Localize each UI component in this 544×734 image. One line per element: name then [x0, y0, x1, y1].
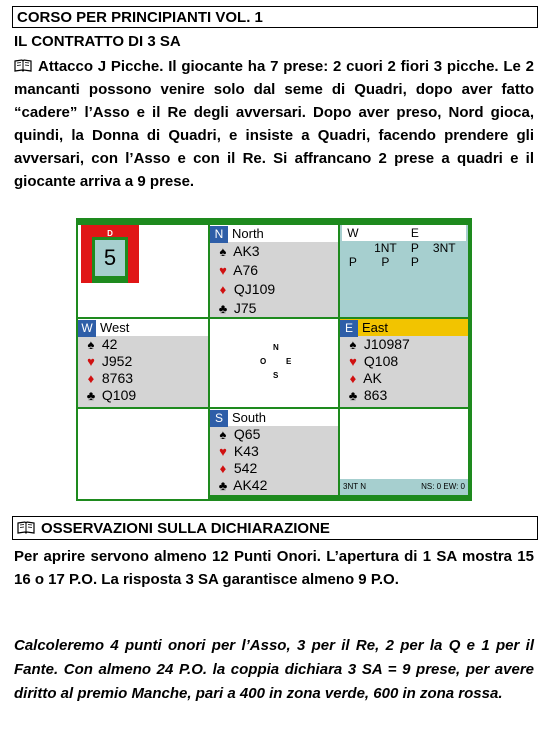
bid: 1NT — [374, 241, 397, 255]
north-letter: N — [210, 226, 228, 243]
south-clubs: AK42 — [233, 477, 268, 493]
east-diamonds: AK — [363, 370, 382, 386]
diamond-icon: ♦ — [219, 461, 227, 476]
bid: P — [410, 255, 419, 269]
bridge-board — [76, 218, 472, 501]
heart-icon: ♥ — [87, 354, 95, 369]
diamond-icon: ♦ — [349, 371, 357, 386]
spade-icon: ♠ — [219, 427, 227, 442]
play-paragraph — [14, 55, 534, 193]
north-hand — [210, 225, 338, 317]
west-name: West — [100, 320, 130, 335]
west-clubs: Q109 — [101, 387, 137, 403]
play-text: Attacco J Picche. Il giocante ha 7 prese: 2 cuori 2 fiori 3 picche. Le 2 mancanti possono venire solo dal seme di Quadri, dopo aver fatto “cadere” l’Asso e il Re degli avversari. Dopo aver preso, Nord gioca, quindi, la Donna di Quadri, e insiste a Quadri, facendo prendere gli avversari, con l’Asso e con il Re. Si affrancano 2 prese a quadri e il giocante arriva a 9 prese. — [14, 58, 534, 190]
auction-box — [340, 225, 468, 317]
compass-n: N — [273, 343, 279, 352]
points-paragraph: Calcoleremo 4 punti onori per l’Asso, 3 per il Re, 2 per la Q e 1 per il Fante. Con almeno 24 P.O. la coppia dichiara 3 SA = 9 prese, per avere diritto al premio Manche, pari a 400 in zona verde, 600 in zona rossa. — [14, 637, 534, 702]
bidding-paragraph: Per aprire servono almeno 12 Punti Onori. L’apertura di 1 SA mostra 15 16 o 17 P.O. La risposta 3 SA garantisce almeno 9 P.O. — [14, 548, 534, 588]
table-center — [210, 319, 338, 407]
result-bar — [340, 479, 468, 495]
club-icon: ♣ — [218, 301, 228, 316]
south-hand — [210, 409, 338, 495]
club-icon: ♣ — [348, 388, 358, 403]
north-diamonds: QJ109 — [233, 281, 276, 297]
east-spades: J10987 — [363, 336, 410, 352]
contract-subtitle: IL CONTRATTO DI 3 SA — [14, 33, 181, 50]
dealer-label: D — [107, 229, 113, 238]
auction-header-n: N — [364, 225, 407, 241]
empty-cell — [78, 409, 208, 499]
auction-header-s: S — [423, 225, 466, 241]
result-cell — [340, 409, 468, 495]
board-number-cell — [78, 225, 208, 317]
auction-header-w: W — [342, 225, 364, 241]
south-diamonds: 542 — [233, 460, 258, 476]
west-diamonds: 8763 — [101, 370, 134, 386]
section-header-observations — [12, 516, 538, 540]
course-title: CORSO PER PRINCIPIANTI VOL. 1 — [17, 9, 263, 26]
bid: P — [381, 255, 390, 269]
north-spades: AK3 — [233, 243, 260, 259]
south-name: South — [232, 410, 266, 425]
compass-e: E — [286, 357, 292, 366]
south-hearts: K43 — [233, 443, 259, 459]
compass-s: S — [273, 371, 279, 380]
east-hearts: Q108 — [363, 353, 399, 369]
bid: P — [410, 241, 419, 255]
spade-icon: ♠ — [87, 337, 95, 352]
east-letter: E — [340, 320, 358, 337]
diamond-icon: ♦ — [219, 282, 227, 297]
east-name: East — [362, 320, 389, 335]
club-icon: ♣ — [86, 388, 96, 403]
south-letter: S — [210, 410, 228, 427]
score-result: NS: 0 EW: 0 — [421, 482, 465, 491]
west-hearts: J952 — [101, 353, 133, 369]
south-spades: Q65 — [233, 426, 261, 442]
heart-icon: ♥ — [349, 354, 357, 369]
diamond-icon: ♦ — [87, 371, 95, 386]
bid: P — [348, 255, 357, 269]
contract-result: 3NT N — [343, 482, 366, 491]
spade-icon: ♠ — [219, 244, 227, 259]
compass — [258, 343, 294, 383]
observations-title: OSSERVAZIONI SULLA DICHIARAZIONE — [41, 520, 330, 537]
north-hearts: A76 — [233, 262, 259, 278]
east-clubs: 863 — [363, 387, 388, 403]
west-hand — [78, 319, 208, 407]
north-clubs: J75 — [233, 300, 257, 316]
west-letter: W — [78, 320, 96, 337]
bid — [342, 241, 364, 255]
club-icon: ♣ — [218, 478, 228, 493]
north-name: North — [232, 226, 264, 241]
east-hand — [340, 319, 468, 407]
bid — [423, 255, 466, 269]
heart-icon: ♥ — [219, 263, 227, 278]
bid: 3NT — [432, 241, 456, 255]
spade-icon: ♠ — [349, 337, 357, 352]
west-spades: 42 — [101, 336, 118, 352]
book-icon — [17, 521, 35, 534]
auction-header-e: E — [407, 225, 422, 241]
board-number: 5 — [95, 240, 125, 276]
section-header-course — [12, 6, 538, 28]
heart-icon: ♥ — [219, 444, 227, 459]
compass-o: O — [260, 357, 267, 366]
book-icon — [14, 59, 32, 72]
